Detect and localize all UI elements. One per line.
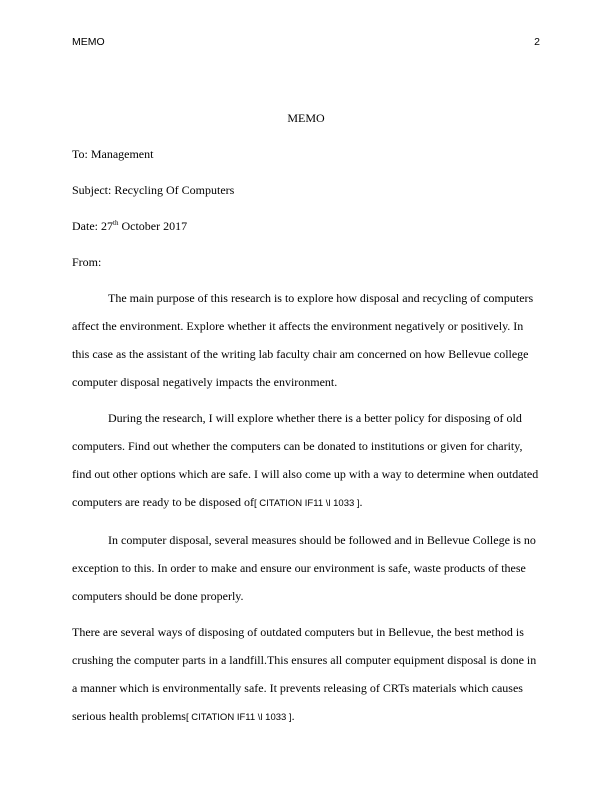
paragraph-text: The main purpose of this research is to explore how disposal and recycling of computers affect the environment. Explore whether it affects the environment negatively or positively. In this case as the assistant of the writing lab faculty chair am concerned on how Bellevue college computer disposal negatively impacts the environment. — [72, 291, 534, 389]
date-suffix: October 2017 — [118, 219, 188, 233]
citation: [ CITATION IF11 \l 1033 ] — [185, 712, 292, 723]
from-line: From: — [72, 255, 102, 269]
date-line — [72, 212, 540, 240]
page-number: 2 — [534, 36, 540, 48]
paragraph-end: . — [291, 709, 295, 723]
document-body — [72, 104, 540, 740]
paragraph-end: . — [359, 495, 363, 509]
paragraph-text: In computer disposal, several measures should be followed and in Bellevue College is no exception to this. In order to make and ensure our environment is safe, waste products of these computers should be done properly. — [72, 533, 536, 603]
citation: [ CITATION IF11 \l 1033 ] — [253, 498, 360, 509]
header-title: MEMO — [72, 36, 105, 48]
paragraph-measures — [72, 526, 540, 610]
paragraph-research — [72, 404, 540, 518]
paragraph-purpose — [72, 284, 540, 396]
date-ordinal: th — [113, 219, 119, 227]
date-prefix: Date: 27 — [72, 219, 113, 233]
paragraph-methods — [72, 618, 540, 732]
paragraph-text: During the research, I will explore whether there is a better policy for disposing of old computers. Find out whether the computers can be donated to institutions or given for charity, find out other options which are safe. I will also come up with a way to determine when outdated computers are ready to be disposed of — [72, 411, 539, 509]
running-header — [72, 36, 540, 48]
paragraph-text: There are several ways of disposing of outdated computers but in Bellevue, the best method is crushing the computer parts in a landfill.This ensures all computer equipment disposal is done in a manner which is environmentally safe. It prevents releasing of CRTs materials which causes serious health problems — [72, 625, 537, 723]
to-line: To: Management — [72, 147, 154, 161]
subject-line: Subject: Recycling Of Computers — [72, 183, 235, 197]
memo-title: MEMO — [287, 111, 325, 125]
